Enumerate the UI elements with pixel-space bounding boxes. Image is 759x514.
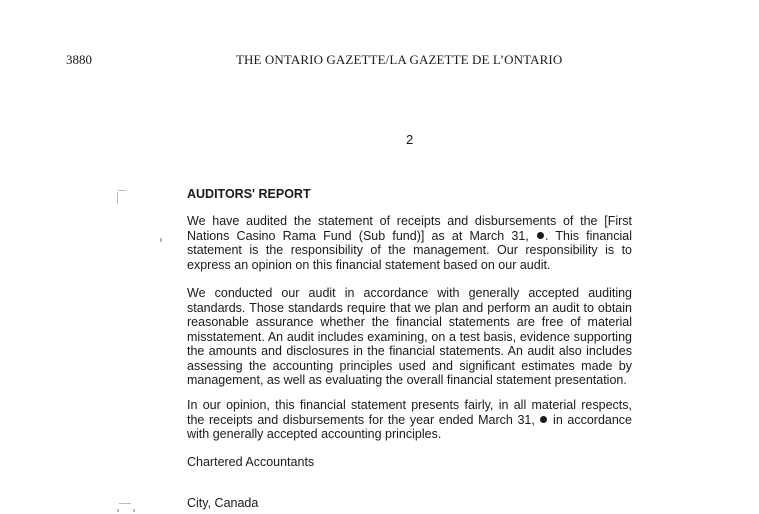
document-page-number: 2	[406, 132, 414, 147]
paragraph-audit-standards: We conducted our audit in accordance with generally accepted auditing standards. Those standards require that we plan and perform an audit to obtain reasonable assurance whether the financial statements are free of material misstatement. An audit includes examining, on a test basis, evidence supporting the amounts and disclosures in the financial statements. An audit also includes assessing the accounting principles used and significant estimates made by management, as well as evaluating the overall financial statement presentation.	[187, 286, 632, 387]
date-placeholder-dot	[537, 232, 544, 239]
location-line: City, Canada	[187, 496, 259, 510]
paragraph-opinion-text-2: in accordance with generally accepted accounting principles.	[187, 412, 632, 441]
scan-speck	[117, 509, 119, 512]
scan-speck	[119, 503, 131, 504]
scan-speck	[117, 192, 118, 204]
signature-line: Chartered Accountants	[187, 455, 315, 469]
paragraph-scope	[187, 214, 632, 272]
scan-speck	[133, 509, 135, 512]
gazette-page-number: 3880	[66, 52, 92, 67]
report-title: AUDITORS' REPORT	[187, 187, 311, 201]
date-placeholder-dot	[540, 416, 547, 423]
paragraph-scope-text-1: We have audited the statement of receipts and disbursements of the [First Nations Casino Rama Fund (Sub fund)] as at March 31,	[187, 214, 632, 243]
paragraph-opinion	[187, 398, 632, 442]
paragraph-opinion-text-1: In our opinion, this financial statement presents fairly, in all material respects, the receipts and disbursements for the year ended March 31,	[187, 398, 632, 427]
gazette-running-head: THE ONTARIO GAZETTE/LA GAZETTE DE L’ONTARIO	[236, 52, 563, 67]
scan-speck	[118, 190, 126, 191]
scan-speck	[160, 238, 162, 242]
paragraph-scope-text-2: . This financial statement is the responsibility of the management. Our responsibility is to express an opinion on this financial statement based on our audit.	[187, 228, 632, 272]
